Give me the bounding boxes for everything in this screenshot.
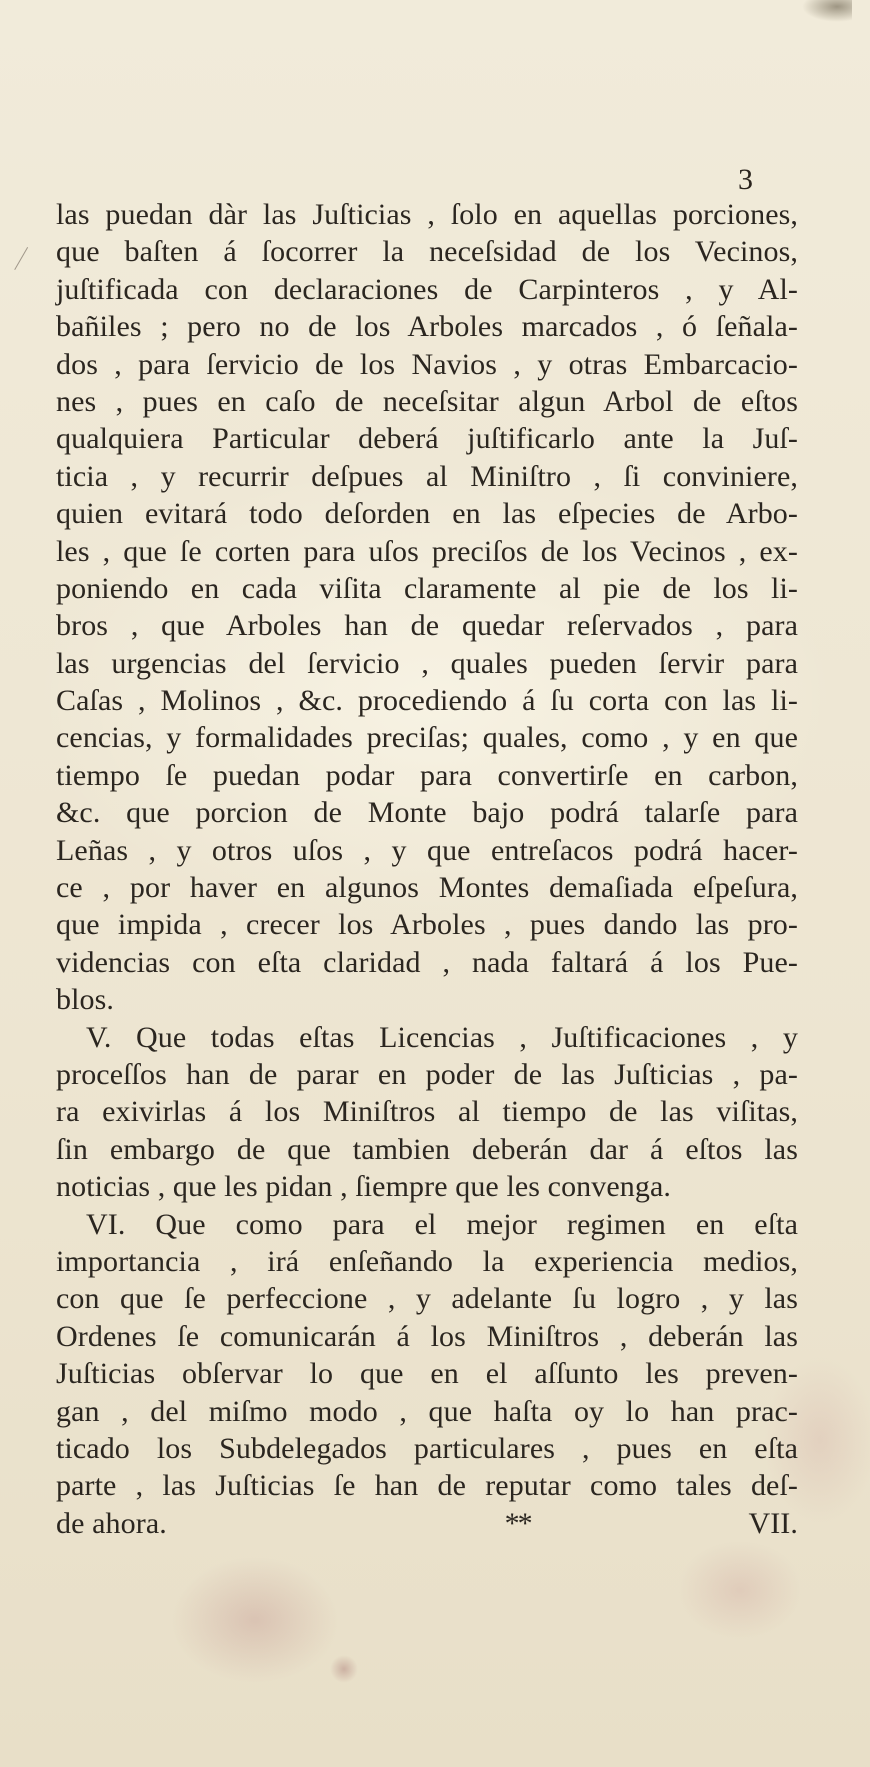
final-line xyxy=(56,1505,798,1542)
text-line: parte , las Juſticias ſe han de reputar como tales deſ- xyxy=(56,1469,798,1503)
text-line: bros , que Arboles han de quedar reſervados , para xyxy=(56,609,798,643)
text-line: cencias, y formalidades preciſas; quales, como , y en que xyxy=(56,721,798,755)
text-line: &c. que porcion de Monte bajo podrá talarſe para xyxy=(56,796,798,830)
corner-damage xyxy=(802,0,852,22)
text-line: Leñas , y otros uſos , y que entreſacos podrá hacer- xyxy=(56,833,798,867)
margin-mark xyxy=(14,247,37,275)
paragraph-v-start: V. Que todas eſtas Licencias , Juſtificaciones , y xyxy=(86,1020,798,1054)
catchword: VII. xyxy=(748,1506,798,1540)
text-line: les , que ſe corten para uſos preciſos de los Vecinos , ex- xyxy=(56,534,798,568)
body-text xyxy=(56,196,798,1542)
text-line: quien evitará todo deſorden en las eſpecies de Arbo- xyxy=(56,497,798,531)
text-line: proceſſos han de parar en poder de las Juſticias , pa- xyxy=(56,1057,798,1091)
text-line: tiempo ſe puedan podar para convertirſe en carbon, xyxy=(56,758,798,792)
text-line: poniendo en cada viſita claramente al pie de los li- xyxy=(56,571,798,605)
text-line: ticado los Subdelegados particulares , pues en eſta xyxy=(56,1431,798,1465)
text-line: blos. xyxy=(56,983,115,1017)
text-line: las urgencias del ſervicio , quales pueden ſervir para xyxy=(56,646,798,680)
text-line: ſin embargo de que tambien deberán dar á eſtos las xyxy=(56,1132,798,1166)
text-line: Juſticias obſervar lo que en el aſſunto les preven- xyxy=(56,1357,798,1391)
paragraph-vi-start: VI. Que como para el mejor regimen en eſta xyxy=(86,1207,798,1241)
signature-mark: ** xyxy=(504,1506,531,1540)
text-line: juſtificada con declaraciones de Carpinteros , y Al- xyxy=(56,272,798,306)
text-line: que baſten á ſocorrer la neceſsidad de los Vecinos, xyxy=(56,235,798,269)
text-line: con que ſe perfeccione , y adelante ſu logro , y las xyxy=(56,1282,798,1316)
text-line: ra exivirlas á los Miniſtros al tiempo de las viſitas, xyxy=(56,1095,798,1129)
text-line: qualquiera Particular deberá juſtificarlo ante la Juſ- xyxy=(56,422,798,456)
paper-stain xyxy=(330,1655,358,1683)
text-line: ce , por haver en algunos Montes demaſiada eſpeſura, xyxy=(56,871,798,905)
text-line: importancia , irá enſeñando la experiencia medios, xyxy=(56,1244,798,1278)
text-line: dos , para ſervicio de los Navios , y otras Embarcacio- xyxy=(56,347,798,381)
text-line: bañiles ; pero no de los Arboles marcados , ó ſeñala- xyxy=(56,310,798,344)
text-line: noticias , que les pidan , ſiempre que les convenga. xyxy=(56,1170,672,1204)
text-line: ticia , y recurrir deſpues al Miniſtro , ſi conviniere, xyxy=(56,459,798,493)
text-line: gan , del miſmo modo , que haſta oy lo han prac- xyxy=(56,1394,798,1428)
text-line: nes , pues en caſo de neceſsitar algun Arbol de eſtos xyxy=(56,384,798,418)
text-line: que impida , crecer los Arboles , pues dando las pro- xyxy=(56,908,798,942)
text-line: Ordenes ſe comunicarán á los Miniſtros , deberán las xyxy=(56,1319,798,1353)
page-number: 3 xyxy=(738,163,753,196)
text-line: Caſas , Molinos , &c. procediendo á ſu corta con las li- xyxy=(56,684,798,718)
text-line: las puedan dàr las Juſticias , ſolo en aquellas porciones, xyxy=(56,198,798,231)
text-line: videncias con eſta claridad , nada faltará á los Pue- xyxy=(56,945,798,979)
final-line-text: de ahora. xyxy=(56,1506,167,1540)
